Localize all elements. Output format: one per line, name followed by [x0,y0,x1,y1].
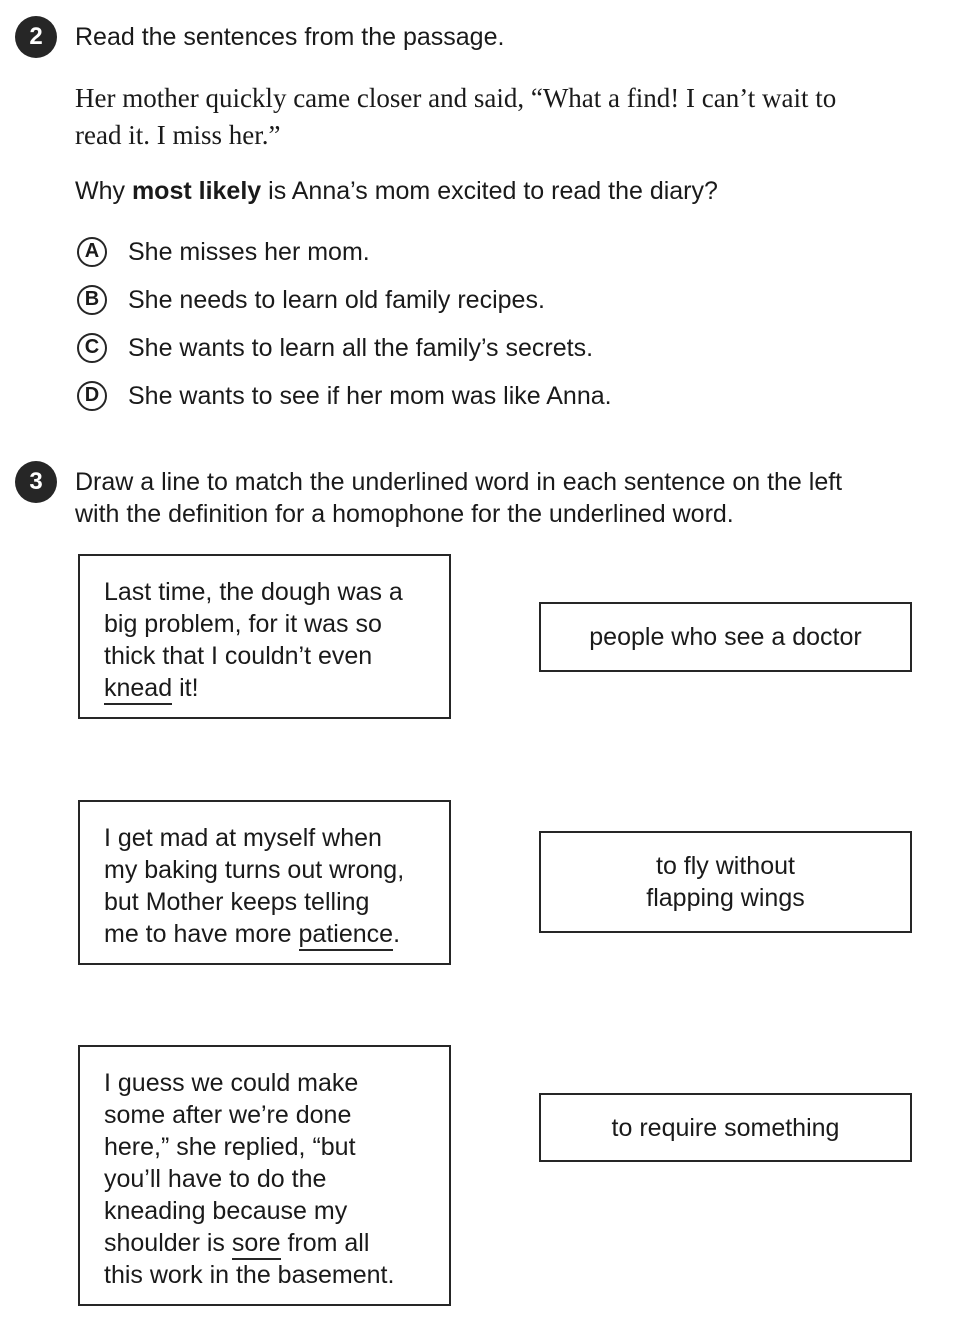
definition-text: to fly without [656,852,795,880]
definition-text: flapping wings [646,884,805,912]
sentence-line: some after we’re done [104,1101,352,1129]
sentence-line: my baking turns out wrong, [104,856,405,884]
sentence-line: I guess we could make [104,1069,359,1097]
sentence-line: big problem, for it was so [104,610,382,638]
sentence-text: from all [280,1229,370,1257]
sentence-text: shoulder is [104,1229,232,1257]
sentence-box-3[interactable] [78,1045,451,1306]
sentence-box-2[interactable] [78,800,451,965]
question-prompt [75,466,935,530]
sentence-text: it! [172,674,199,702]
passage-excerpt [75,80,935,154]
sentence-line [104,672,449,704]
sentence-line: but Mother keeps telling [104,888,370,916]
sentence-line: thick that I couldn’t even [104,642,373,670]
underlined-word: patience [299,920,394,951]
sentence-line [104,918,449,950]
passage-line: Her mother quickly came closer and said, “What a find! I can’t wait to [75,83,837,113]
question-text [75,175,718,207]
question-emphasis: most likely [131,177,262,205]
answer-choice-a[interactable] [77,228,612,276]
choice-label: She wants to see if her mom was like Anna. [128,382,612,410]
answer-choice-c[interactable] [77,324,612,372]
choice-label: She needs to learn old family recipes. [128,286,545,314]
question-prompt: Read the sentences from the passage. [75,23,505,51]
question-text-end: is Anna’s mom excited to read the diary? [261,177,718,205]
sentence-line: I get mad at myself when [104,824,382,852]
definition-text: people who see a doctor [589,623,862,651]
sentence-line: this work in the basement. [104,1261,395,1289]
sentence-line [104,1227,449,1259]
prompt-line: Draw a line to match the underlined word in each sentence on the left [75,468,843,496]
choice-label: She wants to learn all the family’s secrets. [128,334,594,362]
sentence-text: . [393,920,401,948]
sentence-text: me to have more [104,920,299,948]
choice-bubble[interactable]: C [77,333,107,363]
answer-choice-b[interactable] [77,276,612,324]
definition-text: to require something [611,1113,840,1142]
underlined-word: sore [232,1229,281,1260]
definition-box-3[interactable] [539,1093,912,1162]
choice-label: She misses her mom. [128,238,370,266]
passage-line: read it. I miss her.” [75,120,281,150]
definition-box-2[interactable] [539,831,912,933]
choice-bubble[interactable]: B [77,285,107,315]
answer-choice-d[interactable] [77,372,612,420]
sentence-line: here,” she replied, “but [104,1133,356,1161]
prompt-line: with the definition for a homophone for the underlined word. [75,500,734,528]
underlined-word: knead [104,674,172,705]
sentence-line: kneading because my [104,1197,348,1225]
question-number-badge: 3 [15,461,57,503]
definition-box-1[interactable] [539,602,912,672]
question-number-badge: 2 [15,16,57,58]
sentence-box-1[interactable] [78,554,451,719]
choice-bubble[interactable]: D [77,381,107,411]
answer-choices [77,228,612,420]
choice-bubble[interactable]: A [77,237,107,267]
question-text-start: Why [75,177,132,205]
sentence-line: you’ll have to do the [104,1165,327,1193]
sentence-line: Last time, the dough was a [104,578,403,606]
